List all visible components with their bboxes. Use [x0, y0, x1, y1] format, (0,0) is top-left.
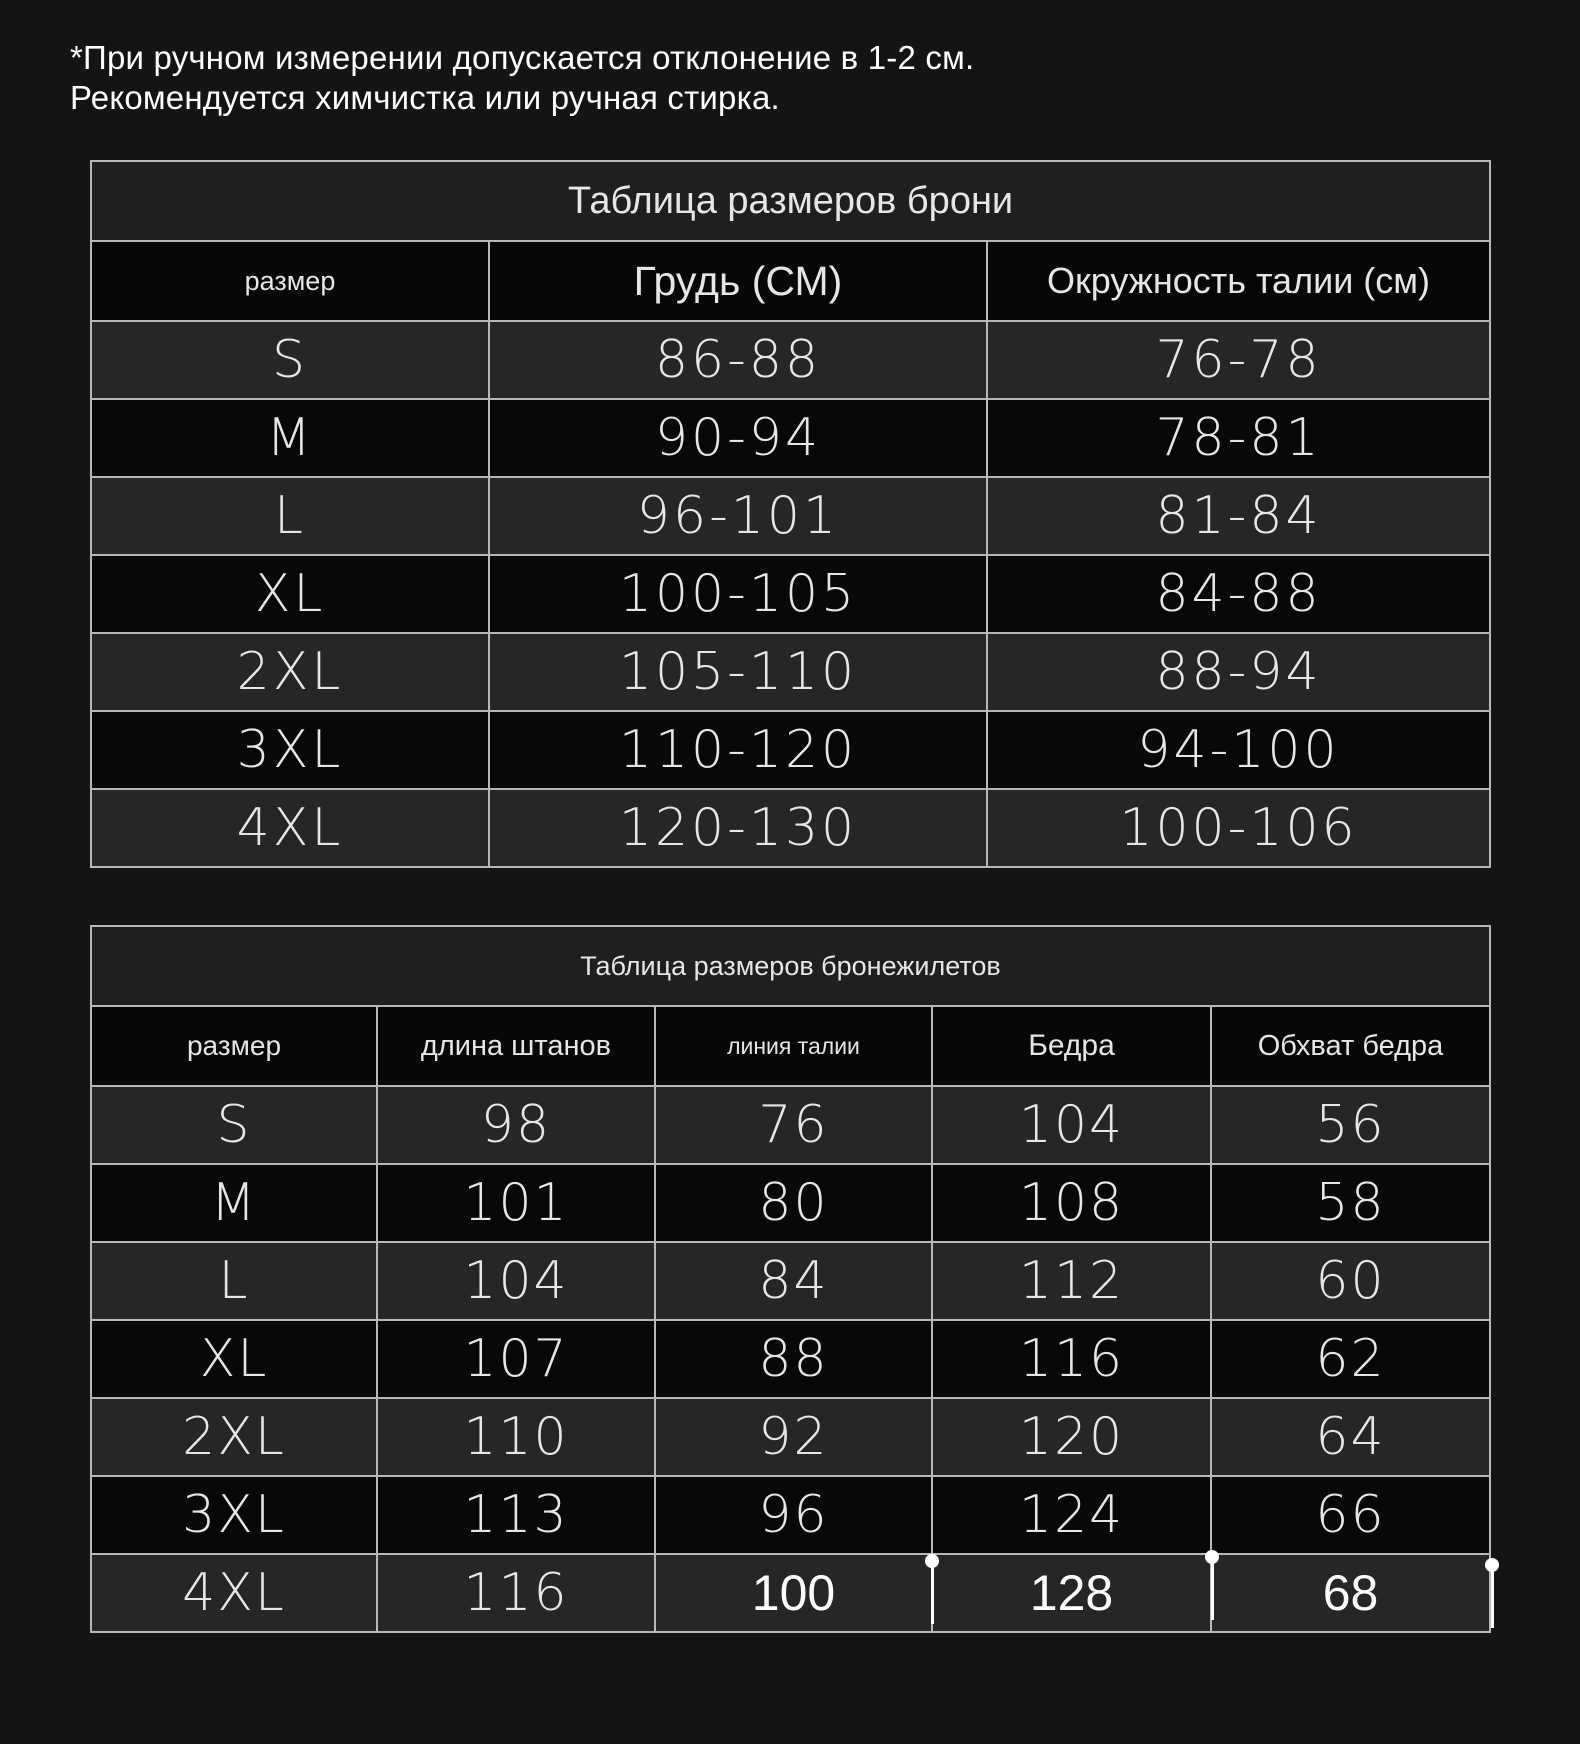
- waistline-cell: 88: [655, 1320, 932, 1398]
- waistline-cell: 100: [655, 1554, 932, 1632]
- pants-length-cell: 98: [377, 1086, 655, 1164]
- thigh-cell: 66: [1211, 1476, 1490, 1554]
- table-row: [91, 1086, 1490, 1164]
- table-row: [91, 1164, 1490, 1242]
- chest-cell: 100-105: [489, 555, 987, 633]
- waist-cell: 76-78: [987, 321, 1490, 399]
- table-row: [91, 555, 1490, 633]
- column-header-size: размер: [91, 1006, 377, 1086]
- waist-cell: 94-100: [987, 711, 1490, 789]
- waistline-cell: 76: [655, 1086, 932, 1164]
- pants-length-cell: 113: [377, 1476, 655, 1554]
- table-row: [91, 789, 1490, 867]
- table-row: [91, 633, 1490, 711]
- size-cell: 4XL: [91, 789, 489, 867]
- chest-cell: 120-130: [489, 789, 987, 867]
- pants-length-cell: 116: [377, 1554, 655, 1632]
- marker-line: [1211, 1558, 1214, 1620]
- chest-cell: 96-101: [489, 477, 987, 555]
- waist-cell: 100-106: [987, 789, 1490, 867]
- waistline-cell: 84: [655, 1242, 932, 1320]
- table-row: [91, 477, 1490, 555]
- column-header-hips: Бедра: [932, 1006, 1211, 1086]
- size-cell: L: [91, 477, 489, 555]
- size-cell: 2XL: [91, 1398, 377, 1476]
- waist-cell: 84-88: [987, 555, 1490, 633]
- column-header-waistline: линия талии: [655, 1006, 932, 1086]
- size-cell: 2XL: [91, 633, 489, 711]
- chest-cell: 105-110: [489, 633, 987, 711]
- size-cell: L: [91, 1242, 377, 1320]
- size-cell: 3XL: [91, 1476, 377, 1554]
- thigh-cell: 62: [1211, 1320, 1490, 1398]
- table-row: [91, 1320, 1490, 1398]
- chest-cell: 110-120: [489, 711, 987, 789]
- column-header-waist: Окружность талии (см): [987, 241, 1490, 321]
- hips-cell: 116: [932, 1320, 1211, 1398]
- size-cell: M: [91, 399, 489, 477]
- column-header-pants-length: длина штанов: [377, 1006, 655, 1086]
- waistline-cell: 96: [655, 1476, 932, 1554]
- chest-cell: 90-94: [489, 399, 987, 477]
- pants-length-cell: 110: [377, 1398, 655, 1476]
- table-row: [91, 1398, 1490, 1476]
- waistline-cell: 92: [655, 1398, 932, 1476]
- table-row: [91, 1554, 1490, 1632]
- size-cell: S: [91, 1086, 377, 1164]
- pants-length-cell: 101: [377, 1164, 655, 1242]
- table-row: [91, 1476, 1490, 1554]
- marker-line: [931, 1562, 934, 1624]
- pants-length-cell: 107: [377, 1320, 655, 1398]
- waistline-cell: 80: [655, 1164, 932, 1242]
- size-cell: 3XL: [91, 711, 489, 789]
- size-cell: XL: [91, 555, 489, 633]
- hips-cell: 108: [932, 1164, 1211, 1242]
- hips-cell: 112: [932, 1242, 1211, 1320]
- table-row: [91, 321, 1490, 399]
- table-row: [91, 399, 1490, 477]
- table-title: Таблица размеров бронежилетов: [91, 926, 1490, 1006]
- thigh-cell: 64: [1211, 1398, 1490, 1476]
- pants-length-cell: 104: [377, 1242, 655, 1320]
- waist-cell: 78-81: [987, 399, 1490, 477]
- note-line-care: Рекомендуется химчистка или ручная стирка.: [70, 79, 780, 116]
- size-cell: S: [91, 321, 489, 399]
- size-cell: M: [91, 1164, 377, 1242]
- size-cell: 4XL: [91, 1554, 377, 1632]
- column-header-size: размер: [91, 241, 489, 321]
- chest-cell: 86-88: [489, 321, 987, 399]
- note-line-deviation: *При ручном измерении допускается отклонение в 1-2 см.: [70, 39, 975, 76]
- table-row: [91, 711, 1490, 789]
- waist-cell: 88-94: [987, 633, 1490, 711]
- thigh-cell: 68: [1211, 1554, 1490, 1632]
- hips-cell: 128: [932, 1554, 1211, 1632]
- hips-cell: 120: [932, 1398, 1211, 1476]
- size-cell: XL: [91, 1320, 377, 1398]
- column-header-chest: Грудь (СМ): [489, 241, 987, 321]
- armor-size-table: [90, 160, 1491, 868]
- table-row: [91, 1242, 1490, 1320]
- marker-line: [1491, 1566, 1494, 1628]
- measurement-note: [70, 38, 974, 118]
- column-header-thigh: Обхват бедра: [1211, 1006, 1490, 1086]
- hips-cell: 124: [932, 1476, 1211, 1554]
- thigh-cell: 58: [1211, 1164, 1490, 1242]
- thigh-cell: 56: [1211, 1086, 1490, 1164]
- table-title: Таблица размеров брони: [91, 161, 1490, 241]
- waist-cell: 81-84: [987, 477, 1490, 555]
- hips-cell: 104: [932, 1086, 1211, 1164]
- vest-size-table: [90, 925, 1491, 1633]
- thigh-cell: 60: [1211, 1242, 1490, 1320]
